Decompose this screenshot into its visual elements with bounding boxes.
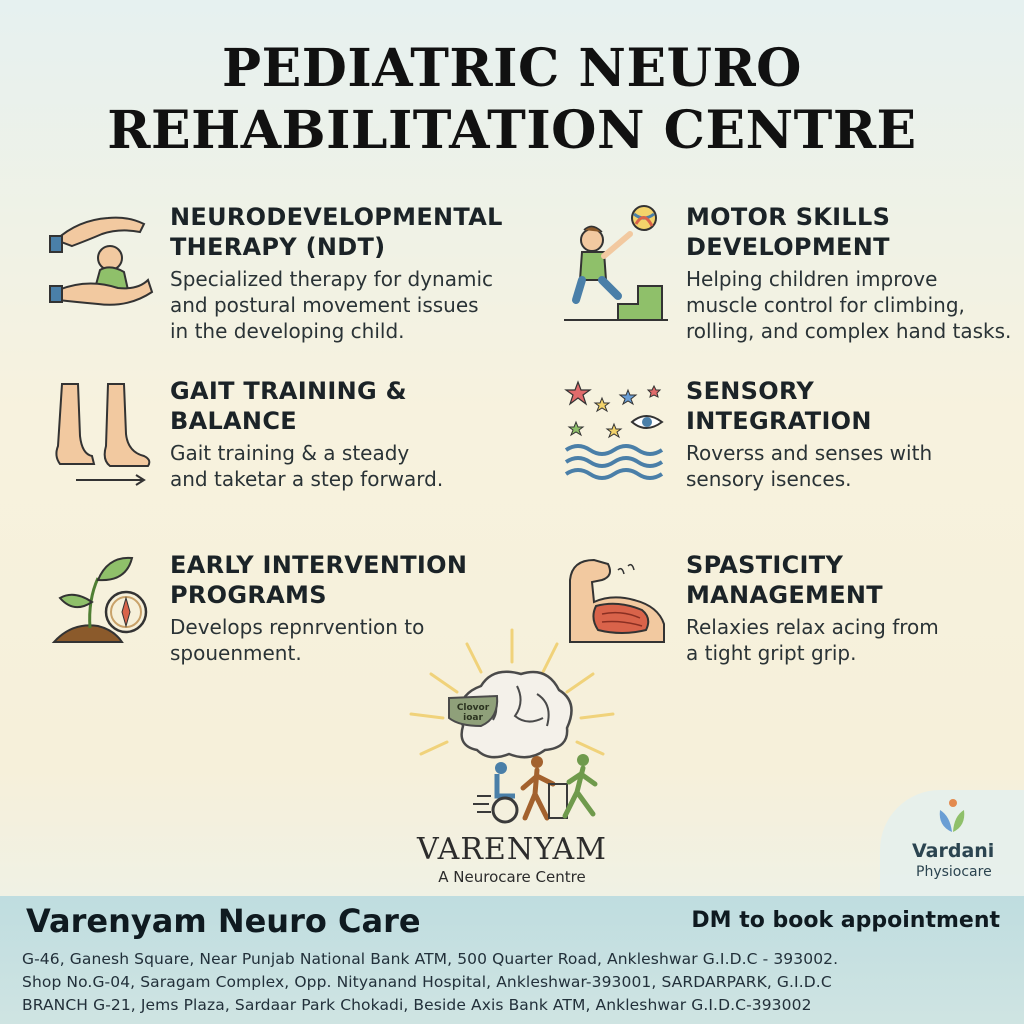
service-motor-desc-3: rolling, and complex hand tasks. <box>686 319 1012 343</box>
service-spasticity-desc-2: a tight gript grip. <box>686 641 857 665</box>
service-spasticity-title-1: SPASTICITY <box>686 551 844 579</box>
vardani-name: Vardani <box>912 840 995 862</box>
service-early-title-2: PROGRAMS <box>170 581 327 609</box>
service-sensory-desc-1: Roverss and senses with <box>686 441 933 465</box>
footer-address-2: Shop No.G-04, Saragam Complex, Opp. Nityanand Hospital, Ankleshwar-393001, SARDARPARK, G.I.D.C <box>22 973 832 991</box>
service-sensory-title-2: INTEGRATION <box>686 407 872 435</box>
service-ndt <box>48 200 528 360</box>
service-gait-desc-1: Gait training & a steady <box>170 441 410 465</box>
service-ndt-title-1: NEURODEVELOPMENTAL <box>170 203 503 231</box>
service-ndt-desc-3: in the developing child. <box>170 319 405 343</box>
sprout-compass-icon <box>48 550 158 650</box>
footer-business-name: Varenyam Neuro Care <box>26 902 421 940</box>
service-sensory <box>562 376 1024 496</box>
service-spasticity-desc-1: Relaxies relax acing from <box>686 615 939 639</box>
service-early-title-1: EARLY INTERVENTION <box>170 551 468 579</box>
service-motor-skills <box>562 200 1024 360</box>
logo-tagline: A Neurocare Centre <box>438 868 586 886</box>
service-ndt-title-2: THERAPY (NDT) <box>170 233 386 261</box>
service-gait-desc-2: and taketar a step forward. <box>170 467 444 491</box>
service-motor-desc-1: Helping children improve <box>686 267 938 291</box>
service-sensory-title-1: SENSORY <box>686 377 815 405</box>
footer-address-3: BRANCH G-21, Jems Plaza, Sardaar Park Chokadi, Beside Axis Bank ATM, Ankleshwar G.I.D.C-393002 <box>22 996 812 1014</box>
footer-address-1: G-46, Ganesh Square, Near Punjab National Bank ATM, 500 Quarter Road, Ankleshwar G.I.D.C - 393002. <box>22 950 839 968</box>
service-gait-title-2: BALANCE <box>170 407 297 435</box>
service-early-desc-2: spouenment. <box>170 641 302 665</box>
logo-name: VARENYAM <box>417 832 607 867</box>
service-motor-desc-2: muscle control for climbing, <box>686 293 965 317</box>
service-gait-title-1: GAIT TRAINING & <box>170 377 407 405</box>
footer-cta: DM to book appointment <box>691 908 1000 933</box>
walking-feet-icon <box>48 376 158 486</box>
child-climbing-steps-icon <box>562 200 672 324</box>
service-ndt-desc-2: and postural movement issues <box>170 293 479 317</box>
stars-eye-waves-icon <box>562 376 672 486</box>
runner-figure-icon <box>565 754 595 816</box>
page-title-line-1: PEDIATRIC NEURO <box>222 38 802 99</box>
walker-figure-icon <box>523 756 567 818</box>
hands-holding-child-icon <box>48 200 158 320</box>
vardani-sub: Physiocare <box>916 864 992 880</box>
vardani-brand <box>880 790 1024 900</box>
service-gait <box>48 376 528 496</box>
service-spasticity-title-2: MANAGEMENT <box>686 581 883 609</box>
footer <box>0 896 1024 1024</box>
brain-label-2: ioar <box>463 713 483 723</box>
brain-label-1: Clovor <box>456 703 490 713</box>
service-spasticity <box>562 550 1024 670</box>
vardani-leaf-icon <box>932 796 972 836</box>
varenyam-logo-icon <box>397 622 627 832</box>
wheelchair-figure-icon <box>473 762 517 822</box>
service-ndt-desc-1: Specialized therapy for dynamic <box>170 267 494 291</box>
page-title <box>0 38 1024 162</box>
service-motor-title-1: MOTOR SKILLS <box>686 203 891 231</box>
service-sensory-desc-2: sensory isences. <box>686 467 852 491</box>
service-motor-title-2: DEVELOPMENT <box>686 233 890 261</box>
page-title-line-2: REHABILITATION CENTRE <box>107 100 917 161</box>
service-early-desc-1: Develops repnrvention to <box>170 615 425 639</box>
